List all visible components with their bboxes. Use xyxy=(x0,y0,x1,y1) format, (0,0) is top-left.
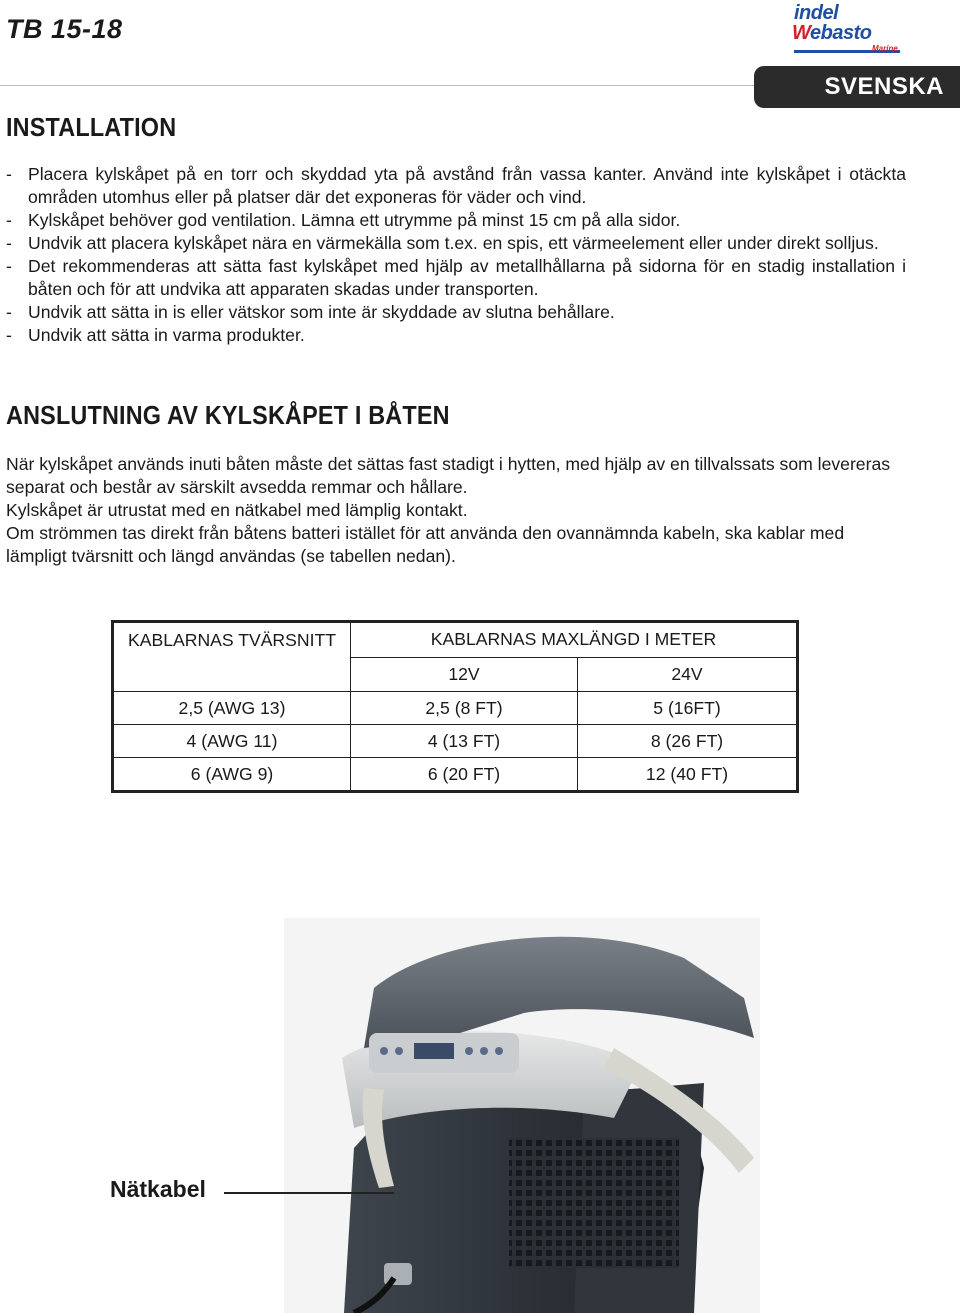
table-cell: 8 (26 FT) xyxy=(578,725,798,758)
table-cell: 4 (AWG 11) xyxy=(113,725,351,758)
paragraph: Kylskåpet är utrustat med en nätkabel med lämplig kontakt. xyxy=(6,500,468,520)
table-header-12v: 12V xyxy=(351,657,578,691)
paragraph: När kylskåpet används inuti båten måste det sättas fast stadigt i hytten, med hjälp av en tillvalssats som levereras separat och består av särskilt avsedda remmar och hållare. xyxy=(6,454,891,497)
table-row xyxy=(113,758,798,792)
table-cell: 12 (40 FT) xyxy=(578,758,798,792)
installation-list xyxy=(6,163,906,347)
list-item: - Det rekommenderas att sätta fast kylskåpet med hjälp av metallhållarna på sidorna för en stadig installation i båten och för att undvika att apparaten skadas under transporten. xyxy=(6,255,906,301)
table-header-max-length: KABLARNAS MAXLÄNGD I METER xyxy=(351,622,798,658)
list-item: - Kylskåpet behöver god ventilation. Lämna ett utrymme på minst 15 cm på alla sidor. xyxy=(6,209,906,232)
table-row xyxy=(113,725,798,758)
paragraph: Om strömmen tas direkt från båtens batteri istället för att använda den ovannämnda kabeln, ska kablar med lämpligt tvärsnitt och längd användas (se tabellen nedan). xyxy=(6,523,845,566)
list-item: - Undvik att sätta in is eller vätskor som inte är skyddade av slutna behållare. xyxy=(6,301,906,324)
list-item: - Placera kylskåpet på en torr och skyddad yta på avstånd från vassa kanter. Använd inte kylskåpet i otäckta områden utomhus eller på platser där det exponeras för väder och vind. xyxy=(6,163,906,209)
table-cell: 2,5 (AWG 13) xyxy=(113,692,351,725)
list-item: - Undvik att sätta in varma produkter. xyxy=(6,324,906,347)
table-cell: 6 (AWG 9) xyxy=(113,758,351,792)
language-tab: SVENSKA xyxy=(754,66,960,108)
vent-grille xyxy=(509,1138,679,1268)
table-header-24v: 24V xyxy=(578,657,798,691)
logo-subtitle: Marine xyxy=(872,44,898,53)
table-cell: 2,5 (8 FT) xyxy=(351,692,578,725)
table-cell: 5 (16FT) xyxy=(578,692,798,725)
connection-heading: ANSLUTNING AV KYLSKÅPET I BÅTEN xyxy=(6,400,450,430)
logo-line-2: Webasto xyxy=(792,22,872,44)
list-item: - Undvik att placera kylskåpet nära en värmekälla som t.ex. en spis, ett värmeelement eller under direkt solljus. xyxy=(6,232,906,255)
callout-line xyxy=(224,1192,394,1194)
callout-label: Nätkabel xyxy=(110,1176,206,1202)
installation-heading: INSTALLATION xyxy=(6,112,177,142)
table-cell: 6 (20 FT) xyxy=(351,758,578,792)
brand-logo xyxy=(790,4,910,56)
cable-table xyxy=(111,620,799,793)
table-row xyxy=(113,692,798,725)
logo-line-1: indel xyxy=(794,2,839,24)
fridge-photo xyxy=(284,918,760,1313)
document-code: TB 15-18 xyxy=(6,14,123,44)
table-header-cross-section: KABLARNAS TVÄRSNITT xyxy=(113,622,351,692)
header-rule xyxy=(0,85,760,86)
connection-text xyxy=(6,453,906,568)
table-cell: 4 (13 FT) xyxy=(351,725,578,758)
